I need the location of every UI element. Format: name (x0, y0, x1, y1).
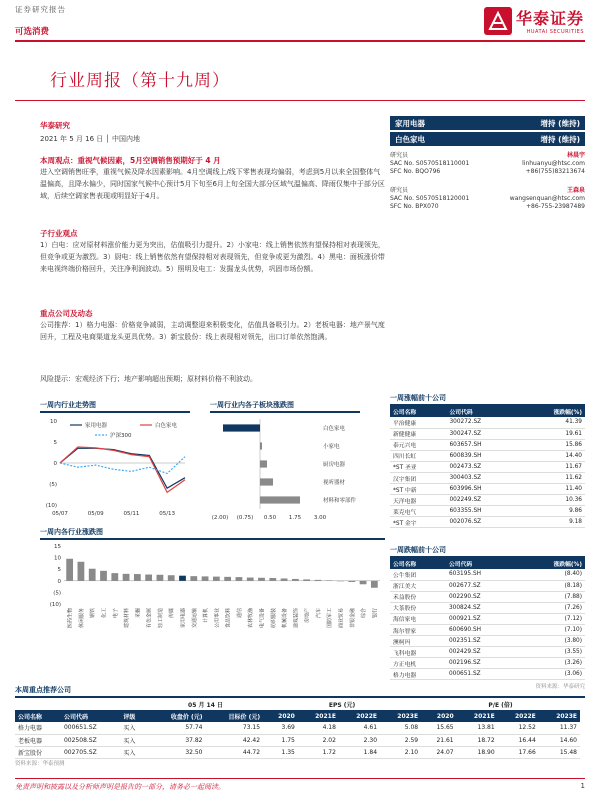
bar (100, 571, 107, 581)
report-type: 证券研究报告 (15, 5, 66, 14)
company-name: 公牛集团 (390, 569, 446, 580)
page-title: 行业周报（第十九周） (50, 71, 230, 91)
disclaimer: 免责声明和披露以及分析师声明是报告的一部分，请务必一起阅读。 (15, 783, 225, 791)
company-code: 603996.SH (446, 484, 519, 495)
view-text: 进入空调销售旺季，重视气候及降水因素影响。4月空调线上/线下零售表现均偏弱，考虑到5月以来全国整体气温偏高，且降水偏少，同时国家气候中心预计5月下旬至6月上旬全国大部分区域气温偏高、降雨仅集中于部分区域，后续空调家售表现或明显好于4月。 (40, 168, 385, 200)
company-name: 新健健康 (390, 428, 446, 439)
category-label: 商业贸易 (338, 608, 345, 629)
category-label: 食品饮料 (225, 608, 232, 629)
huatai-logo-icon (484, 7, 512, 35)
category-label: 银行 (372, 608, 379, 619)
change-pct: 11.62 (519, 472, 585, 483)
change-pct: 14.40 (519, 450, 585, 461)
bar (360, 581, 367, 584)
analyst-block: 研究员 林晨宇 SAC No. S0570518110001 linhuanyu@htsc.com SFC No. BQO796 +86(755)83213674 (390, 152, 585, 176)
table-cell: 24.07 (436, 748, 454, 756)
table-cell: 73.15 (242, 724, 261, 732)
column-header: 2022E (339, 710, 380, 722)
table-row (390, 417, 585, 428)
top-gainers-title: 一周涨幅前十公司 (390, 393, 585, 406)
table-row (390, 506, 585, 517)
view-heading: 本周观点：重视气候因素，5月空调销售预期好于 4 月 (40, 156, 221, 165)
company-name: 海信家电 (390, 613, 446, 624)
chart3-title: 一周内各行业涨跌图 (40, 527, 385, 540)
table-row (15, 722, 580, 734)
change-pct: (7.10) (519, 624, 585, 635)
table-cell: 格力电器 (18, 725, 43, 733)
x-tick-label: (2.00) (211, 515, 229, 521)
category-label: 轻工制造 (157, 608, 164, 629)
company-code: 300824.SZ (446, 602, 519, 613)
column-header: 评级 (120, 710, 148, 722)
logo-text-cn: 华泰证券 (515, 9, 584, 28)
table-row (15, 746, 580, 758)
table-cell: 1.84 (363, 748, 378, 756)
legend-label: 家用电器 (85, 423, 108, 429)
bar (213, 577, 220, 581)
company-name: 莱克电气 (390, 506, 446, 517)
category-label: 材料和零部件 (323, 497, 357, 504)
table-cell: 37.82 (185, 736, 203, 744)
header-rule (15, 40, 585, 42)
category-label: 厨房电器 (323, 461, 346, 468)
company-code: 603195.SH (446, 569, 519, 580)
column-header: 2023E (539, 710, 580, 722)
company-code: 002677.SZ (446, 580, 519, 591)
sub-section (40, 228, 385, 275)
category-label: 汽车 (315, 608, 322, 619)
company-code: 002290.SZ (446, 591, 519, 602)
chart2-block (210, 400, 360, 525)
change-pct: (3.55) (519, 647, 585, 658)
change-pct: 9.86 (519, 506, 585, 517)
company-name: 禾益股份 (390, 591, 446, 602)
sub-text: 1）白电：应对原材料涨价能力更为突出，估值吸引力提升。2）小家电：线上销售依然有望保持相对表现领先，但竞争或更为激烈。3）厨电：线上销售依然有望保持相对表现领先，但竞争或更为激烈。4）黑电：面板涨价带来电视终端价格回升，关注净利润波动。5）照明及电工：发掘龙头优势，巩固市场份额。 (40, 241, 385, 273)
bar (190, 576, 197, 581)
company-code: 002473.SZ (446, 461, 519, 472)
section-label: 可选消费 (15, 27, 50, 37)
rating-box (390, 116, 585, 211)
bar (123, 574, 130, 581)
change-pct: 10.36 (519, 495, 585, 506)
company-name: 大茶股份 (390, 602, 446, 613)
category-label: 房地产 (304, 608, 311, 624)
bar (260, 496, 300, 503)
table-row (390, 569, 585, 580)
bar (348, 581, 355, 582)
table-cell: 002705.SZ (63, 748, 97, 756)
report-meta: 2021 年 5 月 16 日 │ 中国内地 (40, 135, 140, 143)
bar (224, 577, 231, 581)
table-row (390, 624, 585, 635)
series-line (60, 457, 185, 474)
company-code: 600839.SH (446, 450, 519, 461)
change-pct: (7.12) (519, 613, 585, 624)
analyst-block: 研究员 王森泉 SAC No. S0570518120001 wangsenquan@htsc.com SFC No. BPX070 +86-755-23987489 (390, 186, 585, 211)
table-cell: 21.61 (436, 736, 454, 744)
column-header: 2020 (421, 710, 457, 722)
bar (66, 559, 73, 581)
company-code: 600690.SH (446, 624, 519, 635)
chart1-block (40, 400, 190, 525)
category-label: 国防军工 (327, 608, 334, 629)
table-cell: 老板电器 (18, 737, 43, 745)
table-cell: 57.74 (185, 724, 203, 732)
company-code: 000921.SZ (446, 613, 519, 624)
rating-row: 白色家电 增持 (维持) (390, 132, 585, 146)
bar (303, 579, 310, 580)
bar (281, 578, 288, 580)
bar (111, 573, 118, 581)
legend-label: 白色家电 (155, 423, 178, 429)
category-label: 通信 (236, 608, 243, 619)
category-label: 医药生物 (67, 608, 74, 629)
category-label: 机械设备 (282, 608, 289, 629)
company-name: 四川长虹 (390, 450, 446, 461)
x-tick-label: 3.00 (313, 515, 327, 521)
bar (78, 562, 85, 581)
category-label: 钢铁 (90, 608, 97, 619)
change-pct: 11.67 (519, 461, 585, 472)
y-tick-label: 5 (53, 440, 57, 446)
column-header: 2023E (380, 710, 421, 722)
x-tick-label: 05/13 (159, 511, 176, 517)
column-header: 目标价 (元) (206, 710, 264, 722)
company-name: 格力电器 (390, 669, 446, 680)
y-tick-label: 10 (50, 419, 57, 425)
table-row (390, 428, 585, 439)
x-tick-label: 05/09 (87, 511, 104, 517)
x-tick-label: 05/07 (52, 511, 68, 517)
report-region: 中国内地 (111, 135, 140, 143)
table-cell: 买入 (123, 749, 136, 757)
company-code: 002351.SZ (446, 636, 519, 647)
table-row (390, 461, 585, 472)
category-label: 家用电器 (180, 608, 187, 629)
column-header: 2021E (298, 710, 339, 722)
y-tick-label: (10) (45, 503, 57, 509)
table-row (390, 439, 585, 450)
y-tick-label: (5) (53, 590, 61, 597)
change-pct: (3.26) (519, 658, 585, 669)
change-pct: 9.18 (519, 517, 585, 528)
table-cell: 44.72 (242, 748, 261, 756)
company-name: 澳柯玛 (390, 636, 446, 647)
view-section (40, 155, 385, 202)
table-row (390, 602, 585, 613)
chart1-title: 一周内行业走势图 (40, 400, 190, 413)
table-cell: 18.72 (477, 736, 495, 744)
table-row (390, 647, 585, 658)
category-label: 视听器材 (323, 479, 346, 486)
bar (326, 580, 333, 581)
category-label: 传媒 (169, 608, 176, 619)
table-cell: 5.08 (404, 724, 419, 732)
bar (258, 578, 265, 581)
table-cell: 2.59 (404, 736, 419, 744)
table-cell: 11.37 (559, 724, 577, 732)
table-cell: 1.35 (281, 748, 295, 756)
company-code: 300272.SZ (446, 417, 519, 428)
table-cell: 2.02 (322, 736, 336, 744)
company-name: 方正电机 (390, 658, 446, 669)
column-header: 公司代码 (61, 710, 120, 722)
company-code: 603657.SH (446, 439, 519, 450)
category-label: 交通运输 (191, 608, 198, 629)
focus-section (40, 308, 385, 343)
bar (157, 575, 164, 581)
bar (247, 578, 254, 581)
category-label: 电气设备 (259, 608, 266, 629)
company-code: 002196.SZ (446, 658, 519, 669)
table-cell: 买入 (123, 737, 136, 745)
company-name: 天洋电器 (390, 495, 446, 506)
bar (269, 578, 276, 581)
recommend-title: 本周重点推荐公司 (15, 685, 585, 698)
category-label: 休闲服务 (78, 608, 85, 629)
industry-change-chart (40, 540, 385, 670)
table-cell: 1.75 (281, 736, 295, 744)
company-code: 002429.SZ (446, 647, 519, 658)
table-cell: 新宝股份 (18, 749, 43, 757)
table-cell: 1.72 (322, 748, 336, 756)
category-label: 非银金融 (349, 608, 356, 629)
top-gainers (390, 393, 585, 528)
category-label: 综合 (361, 608, 368, 619)
bar (236, 577, 243, 581)
change-pct: 41.39 (519, 417, 585, 428)
y-tick-label: 15 (54, 544, 61, 550)
table-cell: 2.10 (404, 748, 419, 756)
table-cell: 2.30 (363, 736, 378, 744)
table-row (390, 517, 585, 528)
x-tick-label: (0.75) (236, 515, 254, 521)
logo-text-en: HUATAI SECURITIES (526, 29, 584, 35)
table-cell: 16.44 (518, 736, 536, 744)
change-pct: (8.18) (519, 580, 585, 591)
company-name: 泰元兴电 (390, 439, 446, 450)
change-pct: 15.86 (519, 439, 585, 450)
table-cell: 32.50 (185, 748, 203, 756)
industry-trend-chart (40, 413, 190, 523)
category-label: 电子 (112, 608, 119, 619)
chart3-block (40, 527, 385, 672)
bar (168, 575, 175, 581)
change-pct: (7.26) (519, 602, 585, 613)
company-name: 平治健康 (390, 417, 446, 428)
company-name: *ST 圣亚 (390, 461, 446, 472)
legend-label: 沪深300 (110, 433, 132, 439)
column-header: 2020 (263, 710, 298, 722)
company-name: 浙江美大 (390, 580, 446, 591)
table-cell: 买入 (123, 725, 136, 733)
table-cell: 4.61 (363, 724, 378, 732)
title-rule (15, 100, 585, 101)
table-cell: 15.48 (559, 748, 577, 756)
table-cell: 12.52 (518, 724, 536, 732)
report-date: 2021 年 5 月 16 日 (40, 135, 104, 143)
table-row (390, 580, 585, 591)
bar (260, 460, 267, 467)
column-header: 公司名称 (15, 710, 61, 722)
category-label: 计算机 (203, 608, 210, 624)
bar (292, 579, 299, 581)
bar (371, 581, 378, 588)
focus-text: 公司推荐：1）格力电器：价格竞争减弱，主动调整迎来积极变化，估值具备吸引力。2）老板电器：地产景气度回升，工程及电商渠道龙头更具优势。3）新宝股份：线上表现相对领先，出口订单依然饱满。 (40, 321, 385, 341)
y-tick-label: 10 (54, 555, 61, 562)
y-tick-label: 0 (53, 461, 57, 467)
change-pct: (3.80) (519, 636, 585, 647)
table-cell: 18.90 (477, 748, 495, 756)
company-code: 300247.SZ (446, 428, 519, 439)
company-code: 002076.SZ (446, 517, 519, 528)
page-number: 1 (580, 782, 585, 790)
bar (260, 442, 262, 449)
source-note: 资料来源：华泰研究 (535, 684, 585, 691)
bar (260, 478, 273, 485)
x-tick-label: 1.75 (288, 515, 302, 521)
table-row (390, 636, 585, 647)
table-row (390, 613, 585, 624)
table-row (15, 734, 580, 746)
org-name: 华泰研究 (40, 121, 70, 130)
column-header: 2021E (457, 710, 498, 722)
table-row (390, 450, 585, 461)
x-tick-label: 05/11 (123, 511, 140, 517)
table-row (390, 591, 585, 602)
bar (179, 576, 186, 581)
company-name: *ST 金宇 (390, 517, 446, 528)
footer-rule (15, 778, 585, 779)
y-tick-label: 5 (57, 567, 61, 574)
recommend-source: 资料来源：华泰预测 (15, 760, 65, 767)
recommend-table: 05 月 14 日 EPS (元) P/E (倍) 公司名称 公司代码 评级 收盘价 (元) 目标价 (元) 2020 2021E 2022E 2023E 2020 2021E 2022E 2023E 格力电器 000651.SZ 买入 57.74 73.15 3.69 4.18 4.61 5.08 15.65 13.81 12.52 11.37 老板电器 002508.SZ 买入 37.82 42.42 1.75 2.02 2.30 2.59 21.61 18.72 16.44 14.60 新宝股份 002705.SZ 买入 32.50 44.72 1.35 1.72 1.84 2.10 24.07 18.90 17.66 15.48 (15, 698, 580, 759)
table-cell: 17.66 (518, 748, 536, 756)
bar (89, 569, 96, 581)
category-label: 白色家电 (323, 425, 346, 432)
table-row (390, 495, 585, 506)
bar (145, 575, 152, 581)
table-cell: 3.69 (281, 724, 295, 732)
chart2-title: 一周行业内各子板块涨跌图 (210, 400, 360, 413)
category-label: 建筑装饰 (293, 608, 300, 629)
company-name: 海尔智家 (390, 624, 446, 635)
top-gainers-table: 公司名称 公司代码 涨跌幅(%) 平治健康 300272.SZ 41.39 新健健康 300247.SZ 19.61 泰元兴电 603657.SH 15.86 四川长虹 600839.SH 14.40 *ST 圣亚 002473.SZ 11.67 汉宇集团 300403.SZ 11.62 *ST 中新 603996.SH 11.40 天洋电器 002249.SZ 10.36 莱克电气 603355.SH 9.86 *ST 金宇 002076.SZ 9.18 (390, 406, 585, 528)
change-pct: 19.61 (519, 428, 585, 439)
table-cell: 4.18 (322, 724, 336, 732)
table-cell: 15.65 (436, 724, 454, 732)
x-tick-label: 0.50 (263, 515, 277, 521)
table-cell: 14.60 (559, 736, 577, 744)
top-losers (390, 545, 585, 690)
bar (223, 424, 260, 431)
bar (134, 574, 141, 581)
series-line (60, 448, 185, 488)
table-row (390, 484, 585, 495)
y-tick-label: (5) (49, 482, 57, 488)
bar (337, 581, 344, 582)
sub-heading: 子行业观点 (40, 229, 78, 238)
subsector-chart (210, 413, 370, 523)
bar (202, 576, 209, 580)
column-header: 收盘价 (元) (148, 710, 206, 722)
table-row (390, 472, 585, 483)
top-losers-title: 一周跌幅前十公司 (390, 545, 585, 558)
logo (484, 6, 584, 35)
change-pct: 11.40 (519, 484, 585, 495)
category-label: 化工 (101, 608, 108, 619)
y-tick-label: 0 (57, 578, 61, 585)
bar (315, 580, 322, 581)
table-cell: 002508.SZ (63, 736, 97, 744)
category-label: 建筑材料 (124, 608, 131, 629)
table-row (390, 669, 585, 680)
category-label: 有色金属 (146, 608, 153, 629)
category-label: 公用事业 (214, 608, 221, 629)
column-header: 2022E (498, 710, 539, 722)
company-code: 300403.SZ (446, 472, 519, 483)
change-pct: (3.06) (519, 669, 585, 680)
company-name: *ST 中新 (390, 484, 446, 495)
company-code: 002249.SZ (446, 495, 519, 506)
company-name: 飞科电器 (390, 647, 446, 658)
table-row (390, 658, 585, 669)
company-code: 000651.SZ (446, 669, 519, 680)
category-label: 采掘 (135, 608, 142, 619)
company-code: 603355.SH (446, 506, 519, 517)
table-cell: 42.42 (242, 736, 261, 744)
category-label: 小家电 (323, 443, 340, 450)
recommend-block (15, 685, 585, 767)
company-name: 汉宇集团 (390, 472, 446, 483)
focus-heading: 重点公司及动态 (40, 309, 93, 318)
risk-text: 风险提示：宏观经济下行；地产影响超出预期；原材料价格不利波动。 (40, 375, 257, 383)
table-cell: 000651.SZ (63, 724, 97, 732)
change-pct: (7.88) (519, 591, 585, 602)
rating-row: 家用电器 增持 (维持) (390, 116, 585, 130)
change-pct: (8.40) (519, 569, 585, 580)
table-cell: 13.81 (477, 724, 495, 732)
category-label: 纺织服装 (270, 608, 277, 629)
y-tick-label: (10) (49, 602, 61, 608)
category-label: 农林牧渔 (248, 608, 255, 629)
top-losers-table: 公司名称 公司代码 涨跌幅(%) 公牛集团 603195.SH (8.40) 浙江美大 002677.SZ (8.18) 禾益股份 002290.SZ (7.88) 大茶股份 300824.SZ (7.26) 海信家电 000921.SZ (7.12) 海尔智家 600690.SH (7.10) 澳柯玛 002351.SZ (3.80) 飞科电器 002429.SZ (3.55) 方正电机 002196.SZ (3.26) 格力电器 000651.SZ (3.06) (390, 558, 585, 680)
